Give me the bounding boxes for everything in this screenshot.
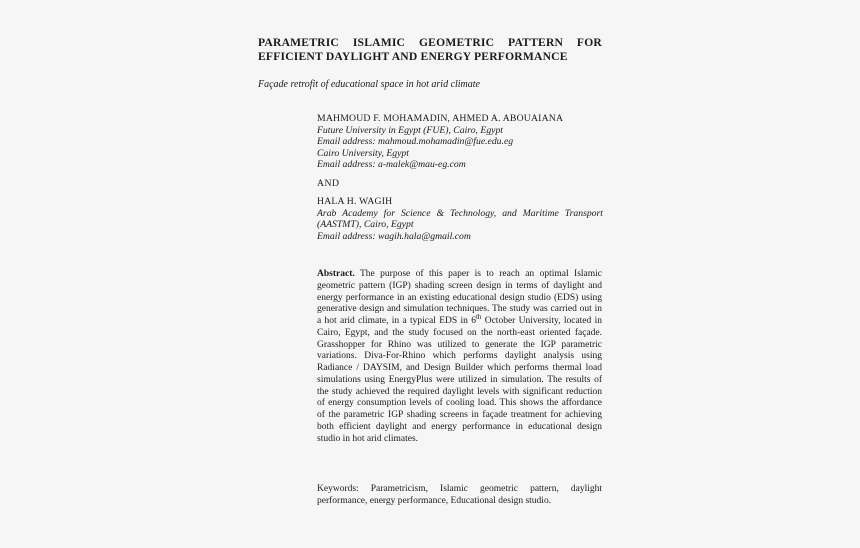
author-group-1 — [317, 113, 605, 171]
author-names-2: HALA H. WAGIH — [317, 196, 393, 207]
paper-subtitle: Façade retrofit of educational space in hot arid climate — [258, 79, 480, 90]
abstract-text-part-2: October University, located in Cairo, Egypt, and the study focused on the north-east oriented façade. Grasshopper for Rhino was utilized to generate the IGP parametric variations. Diva-For-Rhino which performs daylight analysis using Radiance / DAYSIM, and Design Builder which performs thermal load simulations using EnergyPlus were utilized in simulation. The results of the study achieved the required daylight levels with significant reduction of energy consumption levels of cooling load. This shows the affordance of the parametric IGP shading screens in façade treatment for achieving both efficient daylight and energy performance in educational design studio in hot arid climates. — [317, 316, 602, 444]
author-group-2 — [317, 196, 603, 242]
email-address-3: Email address: wagih.hala@gmail.com — [317, 230, 471, 242]
email-address-2: Email address: a-malek@mau-eg.com — [317, 159, 466, 170]
author-names-1: MAHMOUD F. MOHAMADIN, AHMED A. ABOUAIANA — [317, 113, 564, 124]
abstract-text-part-1: The purpose of this paper is to reach an optimal Islamic geometric pattern (IGP) shading screen design in terms of daylight and energy performance in an existing educational design studio (EDS) using generative design and simulation techniques. The study was carried out in a hot arid climate, in a typical EDS in 6 — [317, 269, 602, 326]
paper-title-line-2: EFFICIENT DAYLIGHT AND ENERGY PERFORMANCE — [258, 50, 568, 63]
and-connector: AND — [317, 178, 340, 189]
affiliation-1: Future University in Egypt (FUE), Cairo, Egypt — [317, 124, 503, 136]
affiliation-2: Cairo University, Egypt — [317, 147, 409, 159]
paper-title-line-1: PARAMETRIC ISLAMIC GEOMETRIC PATTERN FOR — [258, 36, 602, 49]
abstract-paragraph — [317, 269, 602, 445]
ordinal-superscript: th — [475, 312, 482, 321]
email-address-1: Email address: mahmoud.mohamadin@fue.edu.eg — [317, 136, 514, 147]
keywords-paragraph: Keywords: Parametricism, Islamic geometric pattern, daylight performance, energy performance, Educational design studio. — [317, 484, 602, 506]
abstract-label: Abstract. — [317, 269, 355, 279]
paper-title — [258, 36, 602, 64]
affiliation-3: Arab Academy for Science & Technology, and Maritime Transport (AASTMT), Cairo, Egypt — [317, 207, 603, 230]
